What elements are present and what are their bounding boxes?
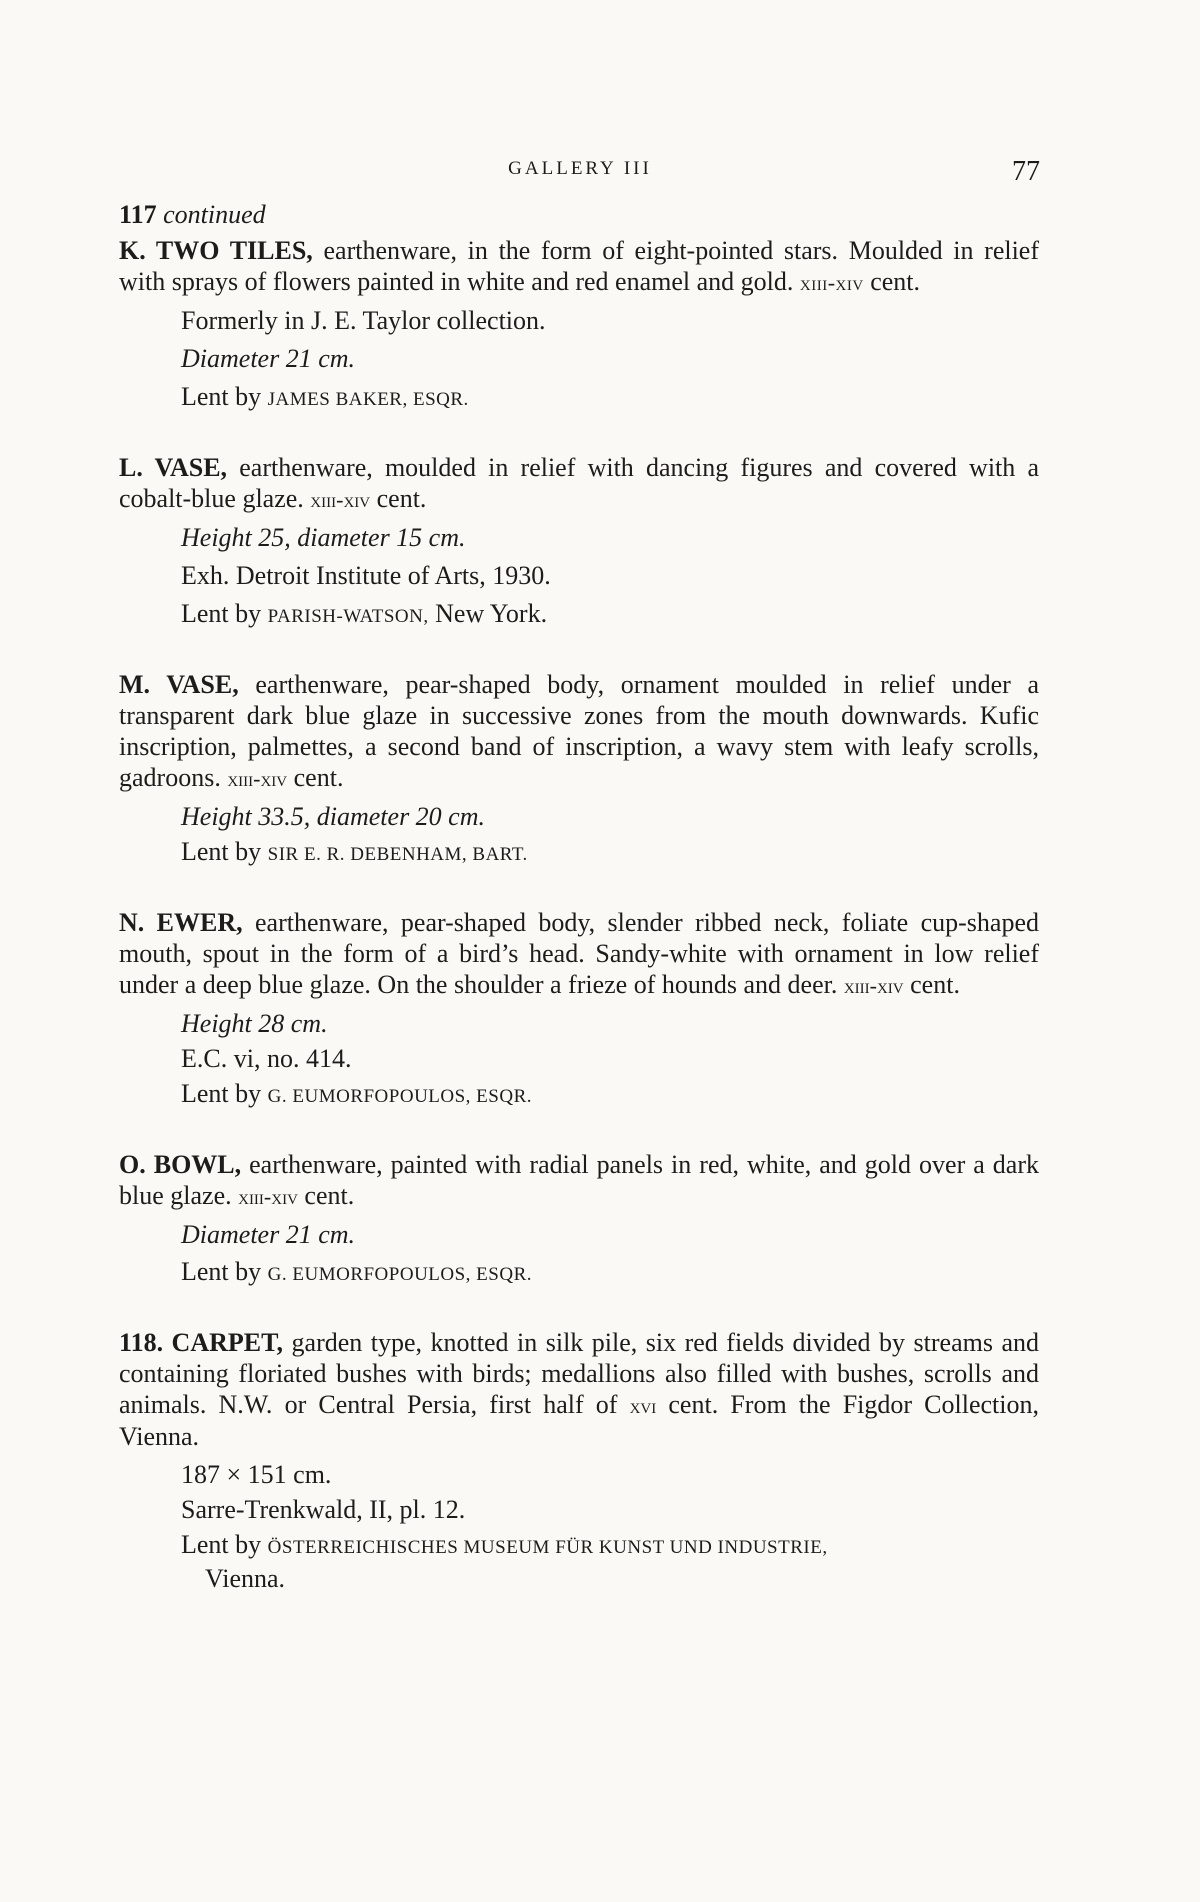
entry-text: garden type, knotted in silk pile, six red fields divided by streams and containing floriated bushes with birds; medallions also filled with bushes, scrolls and animals. N.W. or Central Persia, first half of <box>119 1328 1039 1419</box>
entry-n <box>119 907 1039 1112</box>
page-header <box>120 156 1040 196</box>
continued-number: 117 <box>119 200 157 229</box>
entry-note-dimensions <box>181 1459 1039 1490</box>
lent-prefix: Lent by <box>181 599 268 628</box>
entry-text: earthenware, in the form of eight-pointed stars. Moulded in relief with sprays of flowers painted in white and red enamel and gold. <box>119 236 1039 296</box>
entry-period-suffix: cent. <box>287 763 344 792</box>
reference-text: E.C. vi, no. 414. <box>181 1044 352 1073</box>
dimensions-text: Diameter 21 cm. <box>181 1220 356 1249</box>
entry-lent <box>181 1256 1039 1290</box>
entry-period-suffix: cent. <box>863 267 920 296</box>
entry-note: Sarre-Trenkwald, II, pl. 12. <box>181 1495 466 1524</box>
lent-prefix: Lent by <box>181 837 268 866</box>
entry-note-dimensions <box>181 1008 1039 1039</box>
entry-note-dimensions <box>181 801 1039 832</box>
lent-prefix: Lent by <box>181 382 268 411</box>
lender-name: G. EUMORFOPOULOS, ESQR. <box>267 1264 533 1285</box>
entry-heading: O. BOWL, <box>119 1150 242 1179</box>
entry-heading: 118. CARPET, <box>119 1328 284 1357</box>
entry-period-suffix: cent. <box>297 1181 355 1210</box>
entry-heading: K. TWO TILES, <box>119 236 313 265</box>
entry-period: xiii-xiv <box>227 766 288 791</box>
entry-description <box>119 1327 1039 1452</box>
entry-note-dimensions <box>181 522 1039 553</box>
entry-text: earthenware, moulded in relief with dancing figures and covered with a cobalt-blue glaze. <box>119 453 1039 513</box>
entry-period-suffix: cent. From the Figdor Collection, Vienna. <box>119 1390 1039 1451</box>
entry-k <box>119 235 1039 415</box>
dimensions-text: Height 33.5, diameter 20 cm. <box>181 802 486 831</box>
dimensions-text: Height 25, diameter 15 cm. <box>181 523 466 552</box>
entry-description <box>119 669 1039 794</box>
entry-lent <box>181 1529 1039 1563</box>
entry-118 <box>119 1327 1039 1594</box>
running-title: GALLERY III <box>508 158 652 179</box>
continued-line <box>119 199 1039 231</box>
entry-note: Exh. Detroit Institute of Arts, 1930. <box>181 561 551 590</box>
entry-note-dimensions <box>181 1219 1039 1250</box>
entry-heading: M. VASE, <box>119 670 239 699</box>
entry-lent <box>181 381 1039 415</box>
entry-period: xiii-xiv <box>843 973 904 998</box>
entry-l <box>119 452 1039 632</box>
entry-period: xiii-xiv <box>238 1184 298 1209</box>
lender-name: JAMES BAKER, ESQR. <box>267 389 469 410</box>
entry-heading: N. EWER, <box>119 908 243 937</box>
entry-description <box>119 1149 1039 1212</box>
entry-note-dimensions <box>181 343 1039 374</box>
dimensions-text: 187 × 151 cm. <box>181 1460 332 1489</box>
entry-lent <box>181 836 1039 870</box>
entry-period: xiii-xiv <box>799 270 864 295</box>
page-number: 77 <box>1012 156 1040 187</box>
entry-period-suffix: cent. <box>903 970 960 999</box>
lender-name: G. EUMORFOPOULOS, ESQR. <box>267 1086 533 1107</box>
lender-name: ÖSTERREICHISCHES MUSEUM FÜR KUNST UND INDUSTRIE, <box>267 1537 828 1558</box>
entry-text: earthenware, pear-shaped body, slender ribbed neck, foliate cup-shaped mouth, spout in the form of a bird’s head. Sandy-white with ornament in low relief under a deep blue glaze. On the shoulder a frieze of hounds and deer. <box>119 908 1039 999</box>
entry-description <box>119 235 1039 298</box>
entry-m <box>119 669 1039 870</box>
entry-lent <box>181 1078 1039 1112</box>
lent-suffix: New York. <box>428 599 548 628</box>
entry-text: earthenware, painted with radial panels in red, white, and gold over a dark blue glaze. <box>119 1150 1039 1210</box>
lent-prefix: Lent by <box>181 1257 268 1286</box>
entry-heading: L. VASE, <box>119 453 228 482</box>
lender-name: PARISH-WATSON, <box>267 606 429 627</box>
entry-period: xiii-xiv <box>310 487 371 512</box>
catalogue-content <box>119 199 1039 1594</box>
dimensions-text: Diameter 21 cm. <box>181 344 356 373</box>
entry-description <box>119 452 1039 515</box>
continued-label: continued <box>163 200 266 229</box>
lent-continuation: Vienna. <box>205 1564 286 1593</box>
entry-note: Formerly in J. E. Taylor collection. <box>181 306 546 335</box>
lent-prefix: Lent by <box>181 1079 268 1108</box>
entry-text: earthenware, pear-shaped body, ornament moulded in relief under a transparent dark blue glaze in successive zones from the mouth downwards. Kufic inscription, palmettes, a second band of inscription, a wavy stem with leafy scrolls, gadroons. <box>119 670 1039 792</box>
entry-lent <box>181 598 1039 632</box>
dimensions-text: Height 28 cm. <box>181 1009 328 1038</box>
lent-prefix: Lent by <box>181 1530 268 1559</box>
lender-name: SIR E. R. DEBENHAM, BART. <box>267 844 528 865</box>
entry-o <box>119 1149 1039 1290</box>
entry-note <box>181 1043 1039 1074</box>
entry-description <box>119 907 1039 1001</box>
entry-period-suffix: cent. <box>370 484 427 513</box>
entry-period: xvi <box>629 1393 657 1418</box>
